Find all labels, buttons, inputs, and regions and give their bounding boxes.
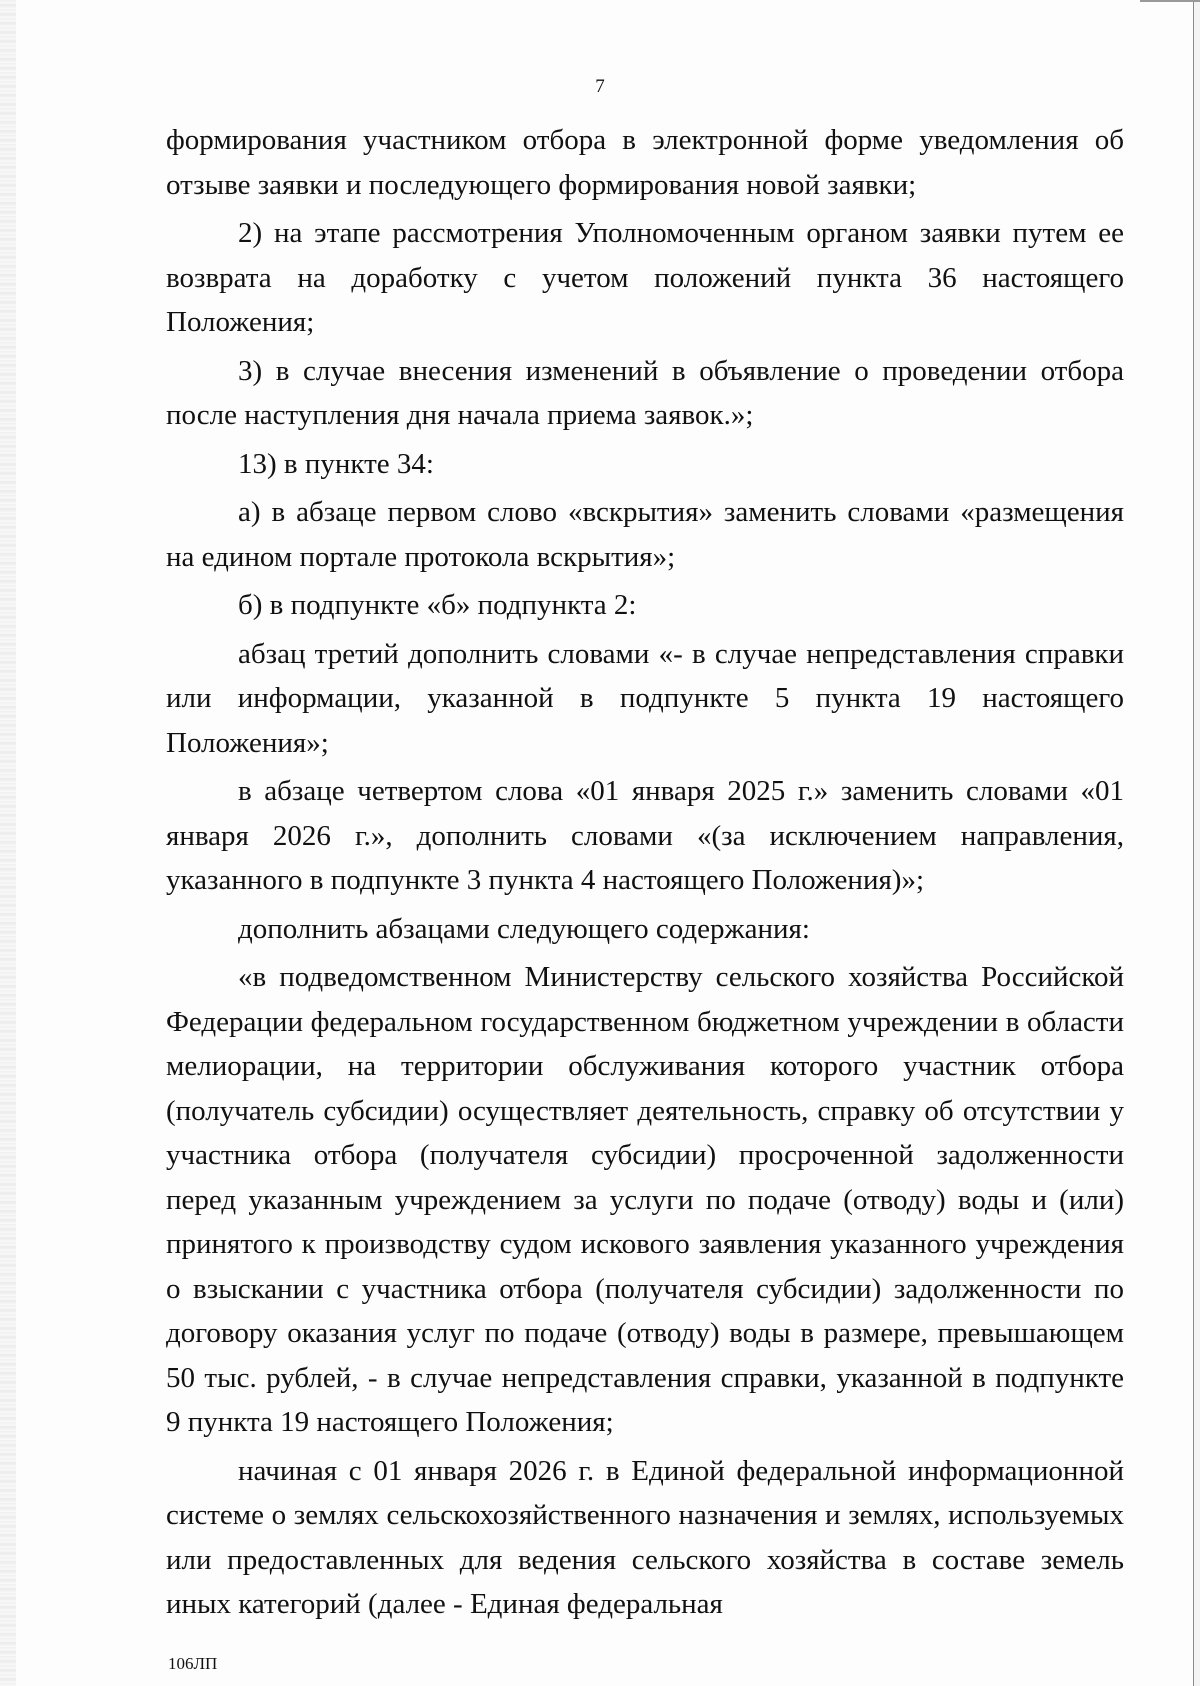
paragraph: дополнить абзацами следующего содержания: xyxy=(238,912,810,945)
paragraph: начиная с 01 января 2026 г. в Единой федеральной информационной системе о землях сельскохозяйственного назначения и землях, используемых или предоставленных для ведения сельского хозяйства в составе земель иных категорий (далее - Единая федеральная xyxy=(166,1454,1124,1620)
scan-edge-top xyxy=(1140,0,1200,2)
paragraph: а) в абзаце первом слово «вскрытия» заменить словами «размещения на едином портале протокола вскрытия»; xyxy=(166,496,1124,573)
scan-edge-right xyxy=(1193,0,1200,1686)
footer-document-code: 106ЛП xyxy=(168,1654,218,1673)
document-body xyxy=(166,118,1124,1627)
paragraph: «в подведомственном Министерству сельского хозяйства Российской Федерации федеральном государственном бюджетном учреждении в области мелиорации, на территории обслуживания которого участник отбора (получатель субсидии) осуществляет деятельность, справку об отсутствии у участника отбора (получателя субсидии) просроченной задолженности перед указанным учреждением за услуги по подаче (отводу) воды и (или) принятого к производству судом искового заявления указанного учреждения о взыскании с участника отбора (получателя субсидии) задолженности по договору оказания услуг по подаче (отводу) воды в размере, превышающем 50 тыс. рублей, - в случае непредставления справки, указанной в подпункте 9 пункта 19 настоящего Положения; xyxy=(166,961,1124,1438)
page-number: 7 xyxy=(595,76,605,97)
scan-edge-left xyxy=(0,0,16,1686)
paragraph: абзац третий дополнить словами «- в случае непредставления справки или информации, указанной в подпункте 5 пункта 19 настоящего Положения»; xyxy=(166,637,1124,759)
paragraph: 2) на этапе рассмотрения Уполномоченным органом заявки путем ее возврата на доработку с учетом положений пункта 36 настоящего Положения; xyxy=(166,217,1124,338)
paragraph: формирования участником отбора в электронной форме уведомления об отзыве заявки и последующего формирования новой заявки; xyxy=(166,124,1124,201)
paragraph: в абзаце четвертом слова «01 января 2025 г.» заменить словами «01 января 2026 г.», дополнить словами «(за исключением направления, указанного в подпункте 3 пункта 4 настоящего Положения)»; xyxy=(166,775,1124,896)
paragraph: б) в подпункте «б» подпункта 2: xyxy=(238,589,637,621)
paragraph: 13) в пункте 34: xyxy=(238,447,434,480)
paragraph: 3) в случае внесения изменений в объявление о проведении отбора после наступления дня начала приема заявок.»; xyxy=(166,354,1124,431)
